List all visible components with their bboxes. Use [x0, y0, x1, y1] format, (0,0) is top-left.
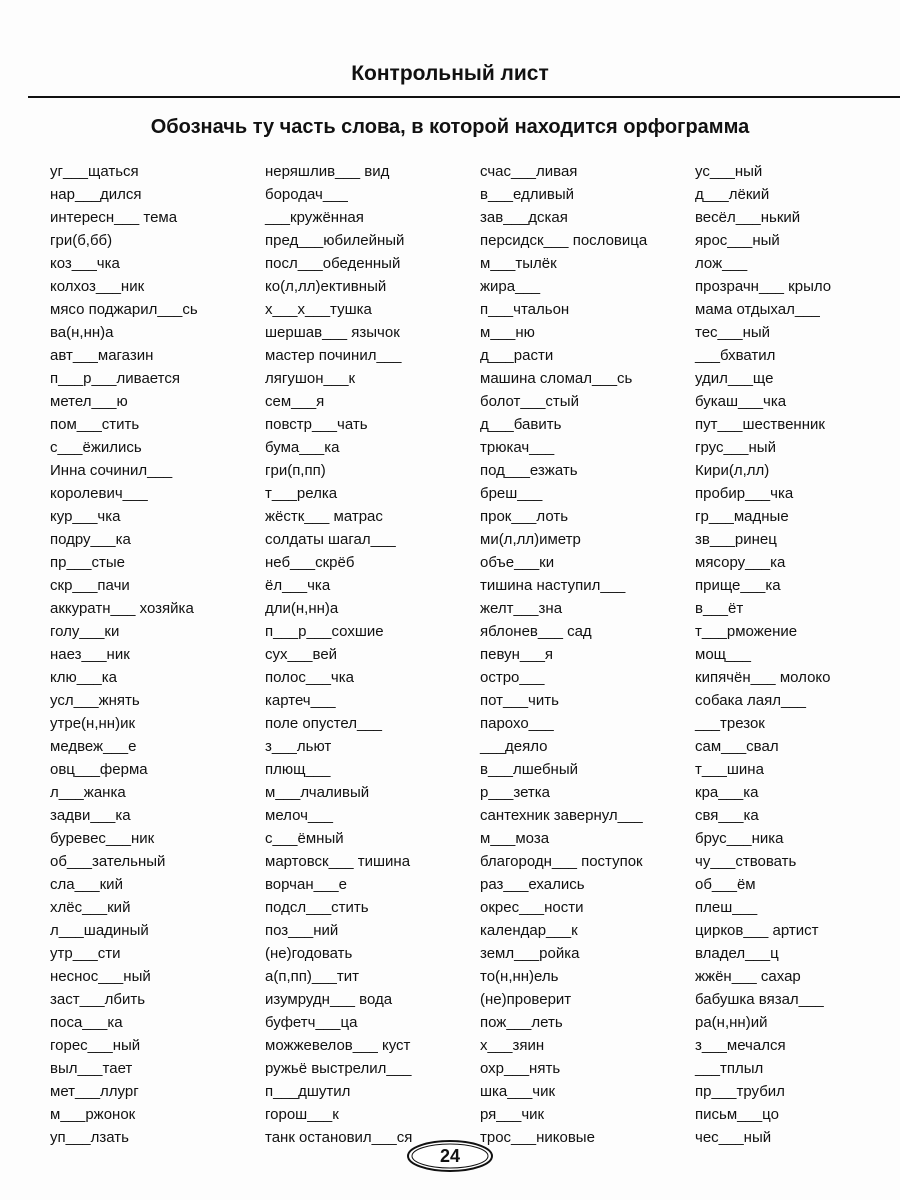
word-item: з___льют	[265, 738, 332, 755]
word-item: п___р___ливается	[50, 370, 180, 387]
word-item: неб___скрёб	[265, 554, 355, 571]
word-item: благородн___ поступок	[480, 853, 643, 870]
word-item: горош___к	[265, 1106, 339, 1123]
word-item: л___шадиный	[50, 922, 149, 939]
word-item: утр___сти	[50, 945, 121, 962]
word-item: наез___ник	[50, 646, 130, 663]
word-item: мощ___	[695, 646, 752, 663]
word-item: гри(б,бб)	[50, 232, 113, 249]
word-item: персидск___ пословица	[480, 232, 648, 249]
word-item: ___тплыл	[695, 1060, 764, 1077]
word-item: мама отдыхал___	[695, 301, 820, 318]
word-item: колхоз___ник	[50, 278, 145, 295]
word-item: т___рможение	[695, 623, 798, 640]
word-item: ус___ный	[695, 163, 763, 180]
word-item: т___релка	[265, 485, 338, 502]
word-item: сантехник завернул___	[480, 807, 643, 824]
word-item: в___лшебный	[480, 761, 578, 778]
word-item: бума___ка	[265, 439, 340, 456]
word-item: пож___леть	[480, 1014, 563, 1031]
word-item: трюкач___	[480, 439, 555, 456]
word-item: пред___юбилейный	[265, 232, 405, 249]
word-item: (не)проверит	[480, 991, 572, 1008]
word-item: неряшлив___ вид	[265, 163, 390, 180]
word-column-1	[50, 160, 198, 1149]
word-item: м___тылёк	[480, 255, 557, 272]
word-item: прище___ка	[695, 577, 781, 594]
word-item: уг___щаться	[50, 163, 139, 180]
word-item: жёстк___ матрас	[265, 508, 383, 525]
word-item: кипячён___ молоко	[695, 669, 831, 686]
word-item: ворчан___е	[265, 876, 347, 893]
word-item: буревес___ник	[50, 830, 155, 847]
word-item: ря___чик	[480, 1106, 545, 1123]
word-item: земл___ройка	[480, 945, 580, 962]
word-item: м___ню	[480, 324, 535, 341]
word-item: посл___обеденный	[265, 255, 401, 272]
word-item: сам___свал	[695, 738, 779, 755]
word-item: бреш___	[480, 485, 543, 502]
word-item: з___мечался	[695, 1037, 786, 1054]
word-item: усл___жнять	[50, 692, 140, 709]
word-item: мет___ллург	[50, 1083, 139, 1100]
word-item: ___трезок	[695, 715, 765, 732]
word-item: пр___стые	[50, 554, 125, 571]
word-item: собака лаял___	[695, 692, 806, 709]
page-footer	[0, 1136, 900, 1176]
word-item: п___р___сохшие	[265, 623, 384, 640]
word-item: гри(п,пп)	[265, 462, 326, 479]
word-item: (не)годовать	[265, 945, 353, 962]
word-item: выл___тает	[50, 1060, 133, 1077]
word-item: ва(н,нн)а	[50, 324, 114, 341]
word-item: д___лёкий	[695, 186, 770, 203]
word-item: грус___ный	[695, 439, 776, 456]
word-item: мясору___ка	[695, 554, 786, 571]
word-item: пот___чить	[480, 692, 559, 709]
word-item: счас___ливая	[480, 163, 578, 180]
word-item: горес___ный	[50, 1037, 141, 1054]
word-item: л___жанка	[50, 784, 126, 801]
word-column-3	[480, 160, 647, 1149]
word-item: яблонев___ сад	[480, 623, 592, 640]
word-item: поз___ний	[265, 922, 339, 939]
word-item: пр___трубил	[695, 1083, 785, 1100]
word-item: коз___чка	[50, 255, 120, 272]
word-item: интересн___ тема	[50, 209, 178, 226]
word-item: владел___ц	[695, 945, 779, 962]
word-item: аккуратн___ хозяйка	[50, 600, 194, 617]
word-item: машина сломал___сь	[480, 370, 633, 387]
word-item: а(п,пп)___тит	[265, 968, 360, 985]
word-item: картеч___	[265, 692, 336, 709]
word-item: танк остановил___ся	[265, 1129, 413, 1146]
word-item: в___едливый	[480, 186, 575, 203]
word-item: авт___магазин	[50, 347, 154, 364]
word-item: тес___ный	[695, 324, 771, 341]
word-item: сла___кий	[50, 876, 123, 893]
word-item: удил___ще	[695, 370, 774, 387]
word-item: жжён___ сахар	[695, 968, 801, 985]
word-item: овц___ферма	[50, 761, 148, 778]
word-item: заст___лбить	[50, 991, 146, 1008]
word-item: чу___ствовать	[695, 853, 797, 870]
word-item: ко(л,лл)ективный	[265, 278, 387, 295]
word-item: ёл___чка	[265, 577, 331, 594]
word-item: цирков___ артист	[695, 922, 819, 939]
word-item: плеш___	[695, 899, 758, 916]
word-item: об___зательный	[50, 853, 166, 870]
word-item: ярос___ный	[695, 232, 780, 249]
word-column-2	[265, 160, 412, 1149]
word-item: пом___стить	[50, 416, 140, 433]
word-item: чес___ный	[695, 1129, 772, 1146]
word-item: полос___чка	[265, 669, 354, 686]
word-item: букаш___чка	[695, 393, 787, 410]
word-item: м___лчаливый	[265, 784, 370, 801]
word-item: зав___дская	[480, 209, 568, 226]
word-item: подсл___стить	[265, 899, 369, 916]
word-item: клю___ка	[50, 669, 117, 686]
word-item: ми(л,лл)иметр	[480, 531, 581, 548]
word-item: м___моза	[480, 830, 550, 847]
word-item: мясо поджарил___сь	[50, 301, 198, 318]
word-item: тишина наступил___	[480, 577, 626, 594]
word-item: мартовск___ тишина	[265, 853, 411, 870]
word-item: подру___ка	[50, 531, 131, 548]
word-item: желт___зна	[480, 600, 563, 617]
word-item: дли(н,нн)а	[265, 600, 339, 617]
word-item: окрес___ности	[480, 899, 584, 916]
word-item: медвеж___е	[50, 738, 137, 755]
word-item: метел___ю	[50, 393, 128, 410]
word-item: ___деяло	[480, 738, 548, 755]
word-item: пут___шественник	[695, 416, 825, 433]
word-item: изумрудн___ вода	[265, 991, 393, 1008]
word-column-4	[695, 160, 831, 1149]
word-item: ___кружённая	[265, 209, 364, 226]
word-item: бородач___	[265, 186, 348, 203]
word-item: ра(н,нн)ий	[695, 1014, 768, 1031]
word-item: мастер починил___	[265, 347, 402, 364]
word-item: п___чтальон	[480, 301, 570, 318]
word-item: болот___стый	[480, 393, 579, 410]
page-number-badge	[405, 1138, 495, 1174]
word-item: трос___никовые	[480, 1129, 595, 1146]
word-item: х___х___тушка	[265, 301, 372, 318]
word-item: об___ём	[695, 876, 756, 893]
word-item: брус___ника	[695, 830, 784, 847]
word-item: р___зетка	[480, 784, 551, 801]
word-item: кур___чка	[50, 508, 121, 525]
word-item: с___ёжились	[50, 439, 142, 456]
word-item: задви___ка	[50, 807, 131, 824]
word-item: поле опустел___	[265, 715, 383, 732]
word-item: скр___пачи	[50, 577, 130, 594]
word-item: уп___лзать	[50, 1129, 129, 1146]
word-item: с___ёмный	[265, 830, 344, 847]
word-item: Инна сочинил___	[50, 462, 173, 479]
word-item: свя___ка	[695, 807, 759, 824]
word-item: сем___я	[265, 393, 325, 410]
word-item: пробир___чка	[695, 485, 794, 502]
word-item: утре(н,нн)ик	[50, 715, 136, 732]
word-item: гр___мадные	[695, 508, 789, 525]
word-item: солдаты шагал___	[265, 531, 396, 548]
word-item: Кири(л,лл)	[695, 462, 770, 479]
word-item: объе___ки	[480, 554, 555, 571]
word-item: голу___ки	[50, 623, 120, 640]
word-item: певун___я	[480, 646, 554, 663]
word-item: п___дшутил	[265, 1083, 351, 1100]
word-item: буфетч___ца	[265, 1014, 358, 1031]
word-item: х___зяин	[480, 1037, 545, 1054]
word-item: м___ржонок	[50, 1106, 136, 1123]
word-item: кра___ка	[695, 784, 759, 801]
word-item: лягушон___к	[265, 370, 356, 387]
word-item: сух___вей	[265, 646, 338, 663]
word-item: остро___	[480, 669, 545, 686]
word-item: хлёс___кий	[50, 899, 131, 916]
word-item: календар___к	[480, 922, 578, 939]
word-item: бабушка вязал___	[695, 991, 824, 1008]
word-item: зв___ринец	[695, 531, 777, 548]
page-title: Контрольный лист	[351, 62, 549, 85]
word-item: ___бхватил	[695, 347, 776, 364]
word-item: д___расти	[480, 347, 554, 364]
task-instruction: Обозначь ту часть слова, в которой находится орфограмма	[150, 116, 750, 138]
header-divider	[28, 96, 900, 98]
word-item: повстр___чать	[265, 416, 368, 433]
word-item: в___ёт	[695, 600, 744, 617]
word-item: прок___лоть	[480, 508, 569, 525]
word-item: письм___цо	[695, 1106, 779, 1123]
word-item: мелоч___	[265, 807, 333, 824]
word-item: прозрачн___ крыло	[695, 278, 832, 295]
word-item: ружьё выстрелил___	[265, 1060, 412, 1077]
word-item: нар___дился	[50, 186, 142, 203]
word-item: весёл___нький	[695, 209, 801, 226]
word-item: шершав___ язычок	[265, 324, 400, 341]
word-item: т___шина	[695, 761, 764, 778]
page-number: 24	[439, 1145, 461, 1166]
word-item: раз___ехались	[480, 876, 585, 893]
word-item: шка___чик	[480, 1083, 556, 1100]
word-item: можжевелов___ куст	[265, 1037, 411, 1054]
word-item: под___езжать	[480, 462, 578, 479]
word-item: поса___ка	[50, 1014, 123, 1031]
word-item: то(н,нн)ель	[480, 968, 559, 985]
word-item: д___бавить	[480, 416, 562, 433]
word-item: жира___	[480, 278, 541, 295]
word-item: парохо___	[480, 715, 554, 732]
word-item: лож___	[695, 255, 748, 272]
word-item: плющ___	[265, 761, 331, 778]
word-item: охр___нять	[480, 1060, 561, 1077]
word-item: королевич___	[50, 485, 148, 502]
word-item: неснос___ный	[50, 968, 151, 985]
